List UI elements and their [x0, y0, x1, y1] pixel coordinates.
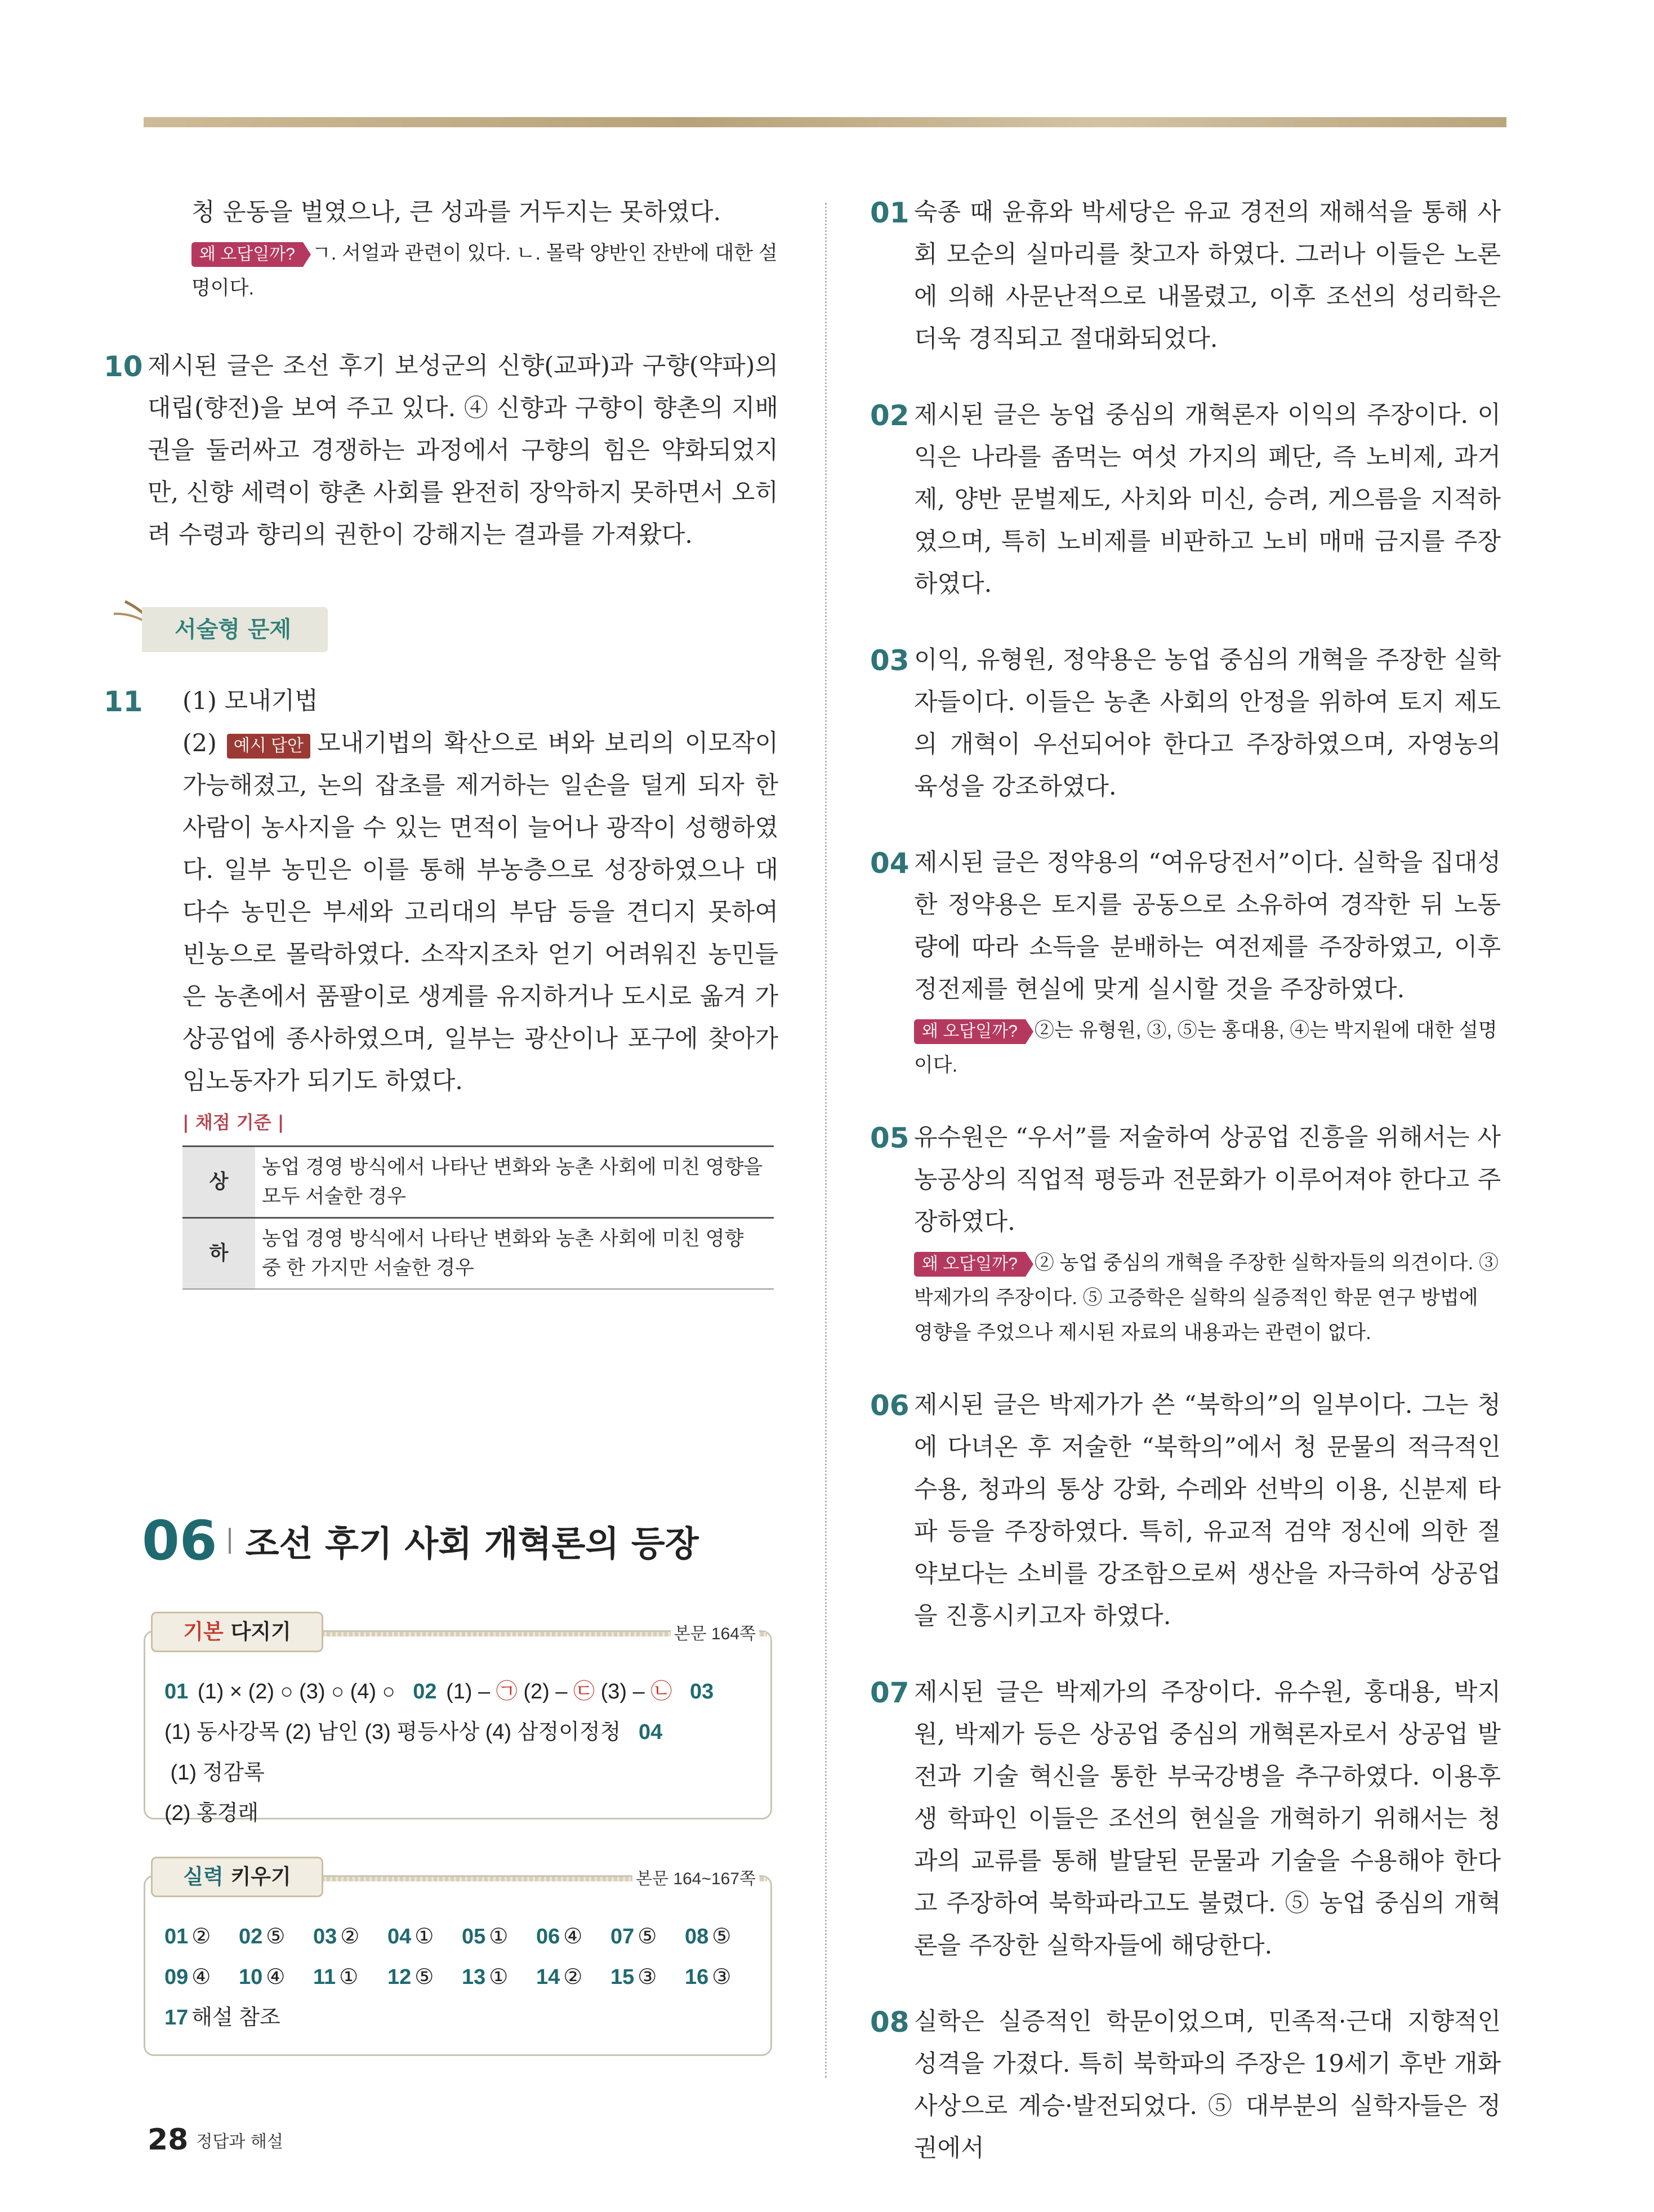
question-number: 14	[536, 1965, 560, 1989]
question-number: 07	[610, 1925, 635, 1948]
why-wrong-text: ②는 유형원, ③, ⑤는 홍대용, ④는 박지원에 대한 설명이다.	[914, 1019, 1497, 1076]
answer-segment: (1) × (2) ○ (3) ○ (4) ○	[191, 1680, 413, 1703]
answer-segment: (2) –	[517, 1680, 574, 1703]
question-number: 03	[690, 1680, 714, 1703]
choice-symbol: ㉠	[496, 1680, 518, 1703]
tab-label: 키우기	[223, 1865, 291, 1889]
answer-segment: (1) –	[440, 1680, 496, 1703]
answer-segment: (1) 정감록	[164, 1761, 265, 1785]
question-number: 16	[685, 1965, 709, 1989]
right-column	[870, 191, 1501, 2204]
answer-line	[164, 1712, 759, 1793]
column-divider	[825, 203, 827, 2078]
question-number: 06	[536, 1925, 560, 1948]
question-number: 01	[164, 1925, 189, 1948]
answer-row	[164, 1997, 759, 2038]
basic-answers	[164, 1671, 759, 1834]
why-wrong-badge: 왜 오답일까?	[191, 242, 303, 267]
answer-cell	[387, 1916, 462, 1957]
why-wrong-badge: 왜 오답일까?	[914, 1019, 1026, 1044]
answer-choice: ⑤	[637, 1925, 657, 1948]
example-answer-badge: 예시 답안	[227, 734, 310, 759]
intro-line: 청 운동을 벌였으나, 큰 성과를 거두지는 못하였다.	[191, 198, 721, 226]
essay-ribbon	[108, 590, 778, 658]
page-ref: 본문 164쪽	[671, 1620, 759, 1644]
practice-tab	[151, 1857, 323, 1897]
answer-choice: ④	[563, 1925, 583, 1948]
answer-number: 07	[870, 1676, 910, 1709]
why-wrong-note	[914, 1013, 1501, 1083]
answer-number: 01	[870, 197, 910, 229]
answer-choice: ⑤	[712, 1925, 732, 1948]
answer-choice: ⑤	[266, 1925, 286, 1948]
question-number: 05	[462, 1925, 486, 1948]
answer-cell	[164, 1916, 239, 1957]
answer-text: 제시된 글은 박제가의 주장이다. 유수원, 홍대용, 박지원, 박제가 등은 상공업 중심의 개혁론자로서 상공업 발전과 기술 혁신을 통한 부국강병을 추구하였다. 이용후생 학파인 이들은 조선의 현실을 개혁하기 위해서는 청과의 교류를 통해 발달된 문물과 기술을 수용해야 한다고 주장하여 북학파라고도 불렸다. ⑤ 농업 중심의 개혁론을 주장한 실학자들에 해당한다.	[914, 1678, 1501, 1960]
desc-cell: 농업 경영 방식에서 나타난 변화와 농촌 사회에 미친 영향 중 한 가지만 서술한 경우	[255, 1218, 774, 1290]
question-number: 04	[387, 1925, 412, 1948]
header-rule	[144, 117, 1506, 127]
answer-item	[870, 1384, 1501, 1638]
answer-text: 실학은 실증적인 학문이었으며, 민족적·근대 지향적인 성격을 가졌다. 특히 북학파의 주장은 19세기 후반 개화사상으로 계승·발전되었다. ⑤ 대부분의 실학자들은 정권에서	[914, 2008, 1501, 2162]
question-number: 01	[164, 1680, 189, 1703]
q11-number: 11	[104, 685, 143, 718]
answer-choice: ⑤	[414, 1965, 434, 1989]
desc-cell: 농업 경영 방식에서 나타난 변화와 농촌 사회에 미친 영향을 모두 서술한 경우	[255, 1147, 774, 1218]
answer-item	[870, 1671, 1501, 1967]
tab-label: 다지기	[223, 1620, 291, 1644]
answer-choice: ①	[489, 1965, 509, 1989]
answer-cell	[610, 1957, 685, 1997]
answer-number: 04	[870, 847, 910, 880]
answer-choice: ②	[191, 1925, 211, 1948]
answer-cell	[462, 1916, 536, 1957]
section-bar	[229, 1528, 231, 1554]
question-number: 12	[387, 1965, 412, 1989]
answer-row	[164, 1916, 759, 1957]
answer-text: 제시된 글은 농업 중심의 개혁론자 이익의 주장이다. 이익은 나라를 좀먹는 여섯 가지의 폐단, 즉 노비제, 과거제, 양반 문벌제도, 사치와 미신, 승려, 게으름을 지적하였으며, 특히 노비제를 비판하고 노비 매매 금지를 주장하였다.	[914, 401, 1501, 598]
question-number: 10	[239, 1965, 263, 1989]
left-column	[104, 191, 778, 1290]
answer-item	[870, 2001, 1501, 2170]
grade-cell: 상	[182, 1147, 255, 1218]
answer-number: 06	[870, 1389, 910, 1422]
section-number: 06	[142, 1509, 217, 1572]
q10-number: 10	[104, 350, 143, 383]
page-footer	[148, 2123, 283, 2157]
answer-cell	[685, 1916, 759, 1957]
answer-choice: ③	[637, 1965, 657, 1989]
choice-symbol: ㉢	[573, 1680, 595, 1703]
answer-choice: ①	[339, 1965, 359, 1989]
section-heading	[142, 1509, 699, 1572]
answer-choice: 해설 참조	[191, 2006, 280, 2030]
question-number: 11	[313, 1965, 336, 1989]
answer-cell	[685, 1957, 759, 1997]
page-number: 28	[148, 2123, 189, 2157]
answer-cell	[462, 1957, 536, 1997]
answer-cell	[239, 1957, 313, 1997]
answer-text: 제시된 글은 정약용의 “여유당전서”이다. 실학을 집대성한 정약용은 토지를 공동으로 소유하여 경작한 뒤 노동량에 따라 소득을 분배하는 여전제를 주장하였고, 이후 정전제를 현실에 맞게 실시할 것을 주장하였다.	[914, 849, 1501, 1004]
table-row	[182, 1218, 774, 1290]
answer-cell	[239, 1916, 313, 1957]
answer-text: 숙종 때 윤휴와 박세당은 유교 경전의 재해석을 통해 사회 모순의 실마리를 찾고자 하였다. 그러나 이들은 노론에 의해 사문난적으로 내몰렸고, 이후 조선의 성리학은 더욱 경직되고 절대화되었다.	[914, 198, 1501, 353]
answer-choice: ①	[414, 1925, 434, 1948]
q10	[104, 345, 778, 556]
answer-choice: ①	[489, 1925, 509, 1948]
answer-choice: ④	[191, 1965, 211, 1989]
question-number: 13	[462, 1965, 486, 1989]
why-wrong-note	[914, 1246, 1501, 1350]
question-number: 04	[638, 1720, 663, 1744]
answer-number: 08	[870, 2006, 910, 2039]
answer-segment: (3) –	[595, 1680, 651, 1703]
answer-cell	[164, 1957, 239, 1997]
answer-item	[870, 191, 1501, 360]
question-number: 08	[685, 1925, 709, 1948]
answer-number: 02	[870, 399, 910, 432]
tab-accent: 기본	[183, 1620, 224, 1644]
basic-tab	[151, 1612, 323, 1652]
section-title: 조선 후기 사회 개혁론의 등장	[245, 1523, 699, 1564]
answer-cell	[387, 1957, 462, 1997]
answer-choice: ②	[340, 1925, 360, 1948]
q11-part2	[182, 723, 778, 1103]
answer-segment: (1) 동사강목 (2) 남인 (3) 평등사상 (4) 삼정이정청	[164, 1720, 639, 1744]
tab-accent: 실력	[183, 1865, 224, 1889]
answer-item	[870, 639, 1501, 808]
criteria-label: | 채점 기준 |	[182, 1112, 284, 1133]
grade-cell: 하	[182, 1218, 255, 1290]
practice-panel	[144, 1865, 772, 2056]
answer-cell	[536, 1957, 610, 1997]
answer-item	[870, 394, 1501, 605]
choice-symbol: ㉡	[650, 1680, 672, 1703]
essay-title: 서술형 문제	[175, 617, 292, 643]
why-wrong-badge: 왜 오답일까?	[914, 1252, 1026, 1277]
answer-number: 03	[870, 644, 910, 677]
answer-text: 이익, 유형원, 정약용은 농업 중심의 개혁을 주장한 실학자들이다. 이들은 농촌 사회의 안정을 위하여 토지 제도의 개혁이 우선되어야 한다고 주장하였으며, 자영농의 육성을 강조하였다.	[914, 646, 1501, 801]
practice-answers	[164, 1916, 759, 2038]
answer-choice: ④	[266, 1965, 286, 1989]
question-number: 02	[239, 1925, 263, 1948]
answer-item	[870, 1117, 1501, 1350]
panel-head	[145, 1857, 770, 1892]
answer-segment: (2) 홍경래	[164, 1801, 259, 1825]
why-wrong-note	[191, 236, 778, 306]
question-number: 09	[164, 1965, 189, 1989]
answer-row	[164, 1957, 759, 1997]
answer-line	[164, 1793, 759, 1834]
answer-cell	[610, 1916, 685, 1957]
answer-text: 제시된 글은 박제가가 쓴 “북학의”의 일부이다. 그는 청에 다녀온 후 저술한 “북학의”에서 청 문물의 적극적인 수용, 청과의 통상 강화, 수레와 선박의 이용, 신분제 타파 등을 주장하였다. 특히, 유교적 검약 정신에 의한 절약보다는 소비를 강조함으로써 생산을 자극하여 상공업을 진흥시키고자 하였다.	[914, 1391, 1501, 1630]
criteria-table	[182, 1145, 774, 1290]
basic-panel	[144, 1620, 772, 1825]
question-number: 03	[313, 1925, 337, 1948]
q09-continuation	[148, 191, 778, 306]
q11-part1: (1) 모내기법	[182, 687, 318, 715]
table-row	[182, 1147, 774, 1218]
page-ref: 본문 164~167쪽	[632, 1865, 759, 1889]
why-wrong-text: ② 농업 중심의 개혁을 주장한 실학자들의 의견이다. ③ 박제가의 주장이다. ⑤ 고증학은 실학의 실증적인 학문 연구 방법에 영향을 주었으나 제시된 자료의 내용과는 관련이 없다.	[914, 1252, 1499, 1344]
question-number: 17	[164, 2006, 189, 2030]
answer-cell	[313, 1957, 387, 1997]
answer-text: 유수원은 “우서”를 저술하여 상공업 진흥을 위해서는 사농공상의 직업적 평등과 전문화가 이루어져야 한다고 주장하였다.	[914, 1123, 1501, 1236]
answer-choice: ②	[563, 1965, 583, 1989]
q10-text: 제시된 글은 조선 후기 보성군의 신향(교파)과 구향(약파)의 대립(향전)을 보여 주고 있다. ④ 신향과 구향이 향촌의 지배권을 둘러싸고 경쟁하는 과정에서 구향의 힘은 약화되었지만, 신향 세력이 향촌 사회를 완전히 장악하지 못하면서 오히려 수령과 향리의 권한이 강해지는 결과를 가져왔다.	[148, 352, 778, 549]
q11-part2-prefix: (2)	[182, 729, 217, 757]
question-number: 02	[413, 1680, 437, 1703]
answer-segment	[672, 1680, 690, 1703]
answer-number: 05	[870, 1122, 910, 1154]
answer-item	[870, 842, 1501, 1083]
answer-line	[164, 1671, 759, 1712]
q11	[104, 680, 778, 1134]
answer-cell	[536, 1916, 610, 1957]
footer-label: 정답과 해설	[196, 2132, 283, 2152]
panel-head	[145, 1612, 770, 1647]
question-number: 15	[610, 1965, 635, 1989]
answer-choice: ③	[712, 1965, 732, 1989]
q11-part2-text: 모내기법의 확산으로 벼와 보리의 이모작이 가능해졌고, 논의 잡초를 제거하는 일손을 덜게 되자 한 사람이 농사지을 수 있는 면적이 늘어나 광작이 성행하였다. 일부 농민은 이를 통해 부농층으로 성장하였으나 대다수 농민은 부세와 고리대의 부담 등을 견디지 못하여 빈농으로 몰락하였다. 소작지조차 얻기 어려워진 농민들은 농촌에서 품팔이로 생계를 유지하거나 도시로 옮겨 가 상공업에 종사하였으며, 일부는 광산이나 포구에 찾아가 임노동자가 되기도 하였다.	[182, 729, 778, 1095]
why-wrong-text: ㄱ. 서얼과 관련이 있다. ㄴ. 몰락 양반인 잔반에 대한 설명이다.	[191, 242, 778, 299]
answer-cell	[313, 1916, 387, 1957]
